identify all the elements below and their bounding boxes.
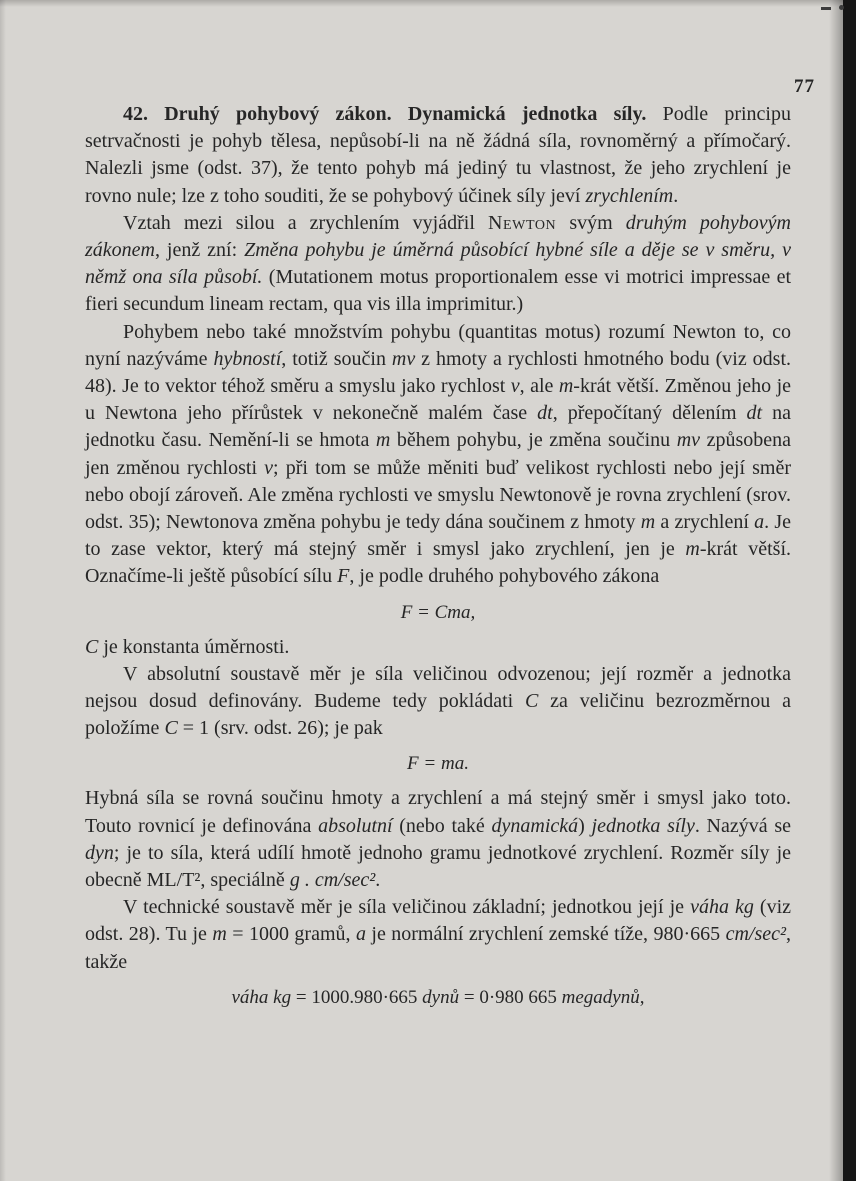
book-edge-bar [843,0,856,1181]
scan-speck-dot [839,5,844,10]
equation-f-equals-ma: F = ma. [407,753,469,775]
equation-vaha-kg-dyn: váha kg = 1000.980·665 dynů = 0·980 665 megadynů, [231,986,645,1008]
scan-left-shadow [0,0,6,1181]
paragraph-section-heading-42: 42. Druhý pohybový zákon. Dynamická jednotka síly. Podle principu setrvačnosti je pohyb tělesa, nepůsobí-li na ně žádná síla, rovnoměrný a přímočarý. Nalezli jsme (odst. 37), že tento pohyb má jediný tu vlastnost, že jeho zrychlení je rovno nule; lze z toho souditi, že se pohybový účinek síly jeví zrychlením. [85,103,791,207]
page-content [85,101,791,1019]
scan-top-shadow [0,0,856,7]
scan-speck-dash [821,7,831,10]
paragraph-dyn-unit-definition: Hybná síla se rovná součinu hmoty a zrychlení a má stejný směr i smysl jako toto. Touto rovnicí je definována absolutní (nebo také dynamická) jednotka síly. Nazývá se dyn; je to síla, která udílí hmotě jednoho gramu jednotkové zrychlení. Rozměr síly je obecně ML/T², speciálně g . cm/sec². [85,787,791,892]
paragraph-technical-system: V technické soustavě měr je síla veličinou základní; jednotkou její je váha kg (viz odst. 28). Tu je m = 1000 gramů, a je normální zrychlení zemské tíže, 980·665 cm/sec², takže [85,896,792,973]
equation-f-equals-cma: F = Cma, [400,601,476,623]
paragraph-absolute-system: V absolutní soustavě měr je síla veličinou odvozenou; její rozměr a jednotka nejsou dosud definovány. Budeme tedy pokládati C za veličinu bezrozměrnou a položíme C = 1 (srv. odst. 26); je pak [85,662,791,740]
book-edge-shadow [829,0,843,1181]
paragraph-momentum-definition: Pohybem nebo také množstvím pohybu (quantitas motus) rozumí Newton to, co nyní nazýváme hybností, totiž součin mv z hmoty a rychlosti hmotného bodu (viz odst. 48). Je to vektor téhož směru a smyslu jako rychlost v, ale m-krát větší. Změnou jeho je u Newtona jeho přírůstek v nekonečně malém čase dt, přepočítaný dělením dt na jednotku času. Nemění-li se hmota m během pohybu, je změna součinu mv způsobena jen změnou rychlosti v; při tom se může měniti buď velikost rychlosti nebo její směr nebo obojí zároveň. Ale změna rychlosti ve smyslu Newtonově je rovna zrychlení (srov. odst. 35); Newtonova změna pohybu je tedy dána součinem z hmoty m a zrychlení a. Je to zase vektor, který má stejný směr i smysl jako zrychlení, jen je m-krát větší. Označíme-li ještě působící sílu F, je podle druhého pohybového zákona [85,320,792,588]
page-number: 77 [794,76,815,97]
paragraph-constant-of-proportionality: C je konstanta úměrnosti. [85,635,290,658]
paragraph-newton-second-law: Vztah mezi silou a zrychlením vyjádřil Newton svým druhým pohybovým zákonem, jenž zní: Změna pohybu je úměrná působící hybné síle a děje se v směru, v němž ona síla působí. (Mutationem motus proportionalem esse vi motrici impressae et fieri secundum lineam rectam, qua vis illa imprimitur.) [85,211,792,316]
